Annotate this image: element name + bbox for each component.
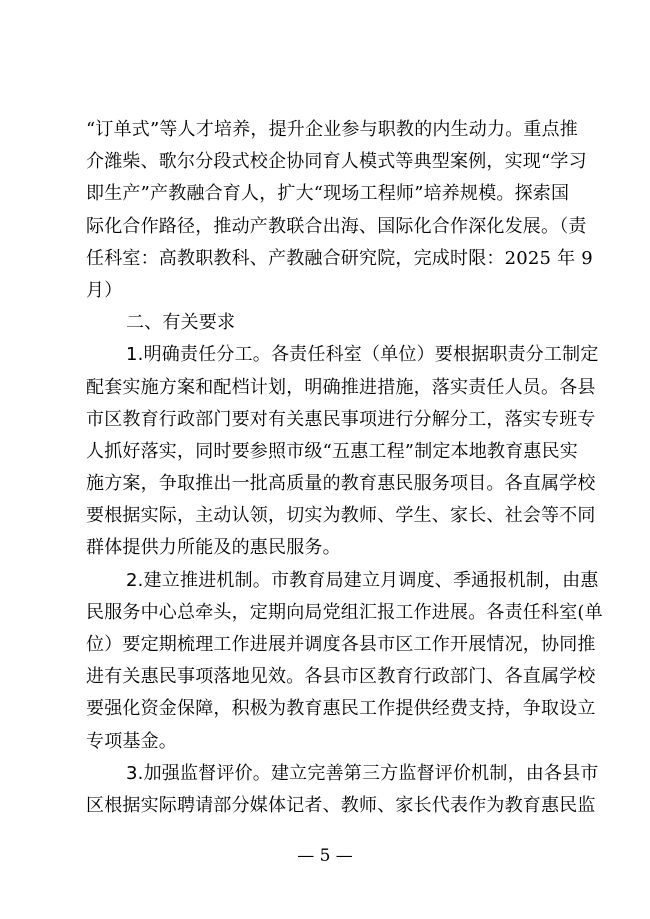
requirement-2-first-line <box>86 565 599 597</box>
paragraph-line: “订单式”等人才培养，提升企业参与职教的内生动力。重点推 <box>86 119 579 140</box>
paragraph-line: 位）要定期梳理工作进展并调度各县市区工作开展情况，协同推 <box>86 634 596 655</box>
paragraph-line: 任科室：高教职教科、产教融合研究院，完成时限：2025 年 9 <box>86 247 593 269</box>
paragraph-line: 各责任科室（单位）要根据职责分工制定 <box>270 344 599 366</box>
requirement-3-first-line <box>86 758 599 790</box>
page-number: — 5 — <box>297 846 353 866</box>
paragraph-line: 进有关惠民事项落地见效。各县市区教育行政部门、各直属学校 <box>86 666 596 688</box>
section-heading: 二、有关要求 <box>126 312 236 334</box>
paragraph-line: 市教育局建立月调度、季通报机制，由惠 <box>270 569 599 591</box>
paragraph-line: 区根据实际聘请部分媒体记者、教师、家长代表作为教育惠民监 <box>86 794 596 816</box>
paragraph-line: 要强化资金保障，积极为教育惠民工作提供经费支持，争取设立 <box>86 698 596 720</box>
paragraph-line: 群体提供力所能及的惠民服务。 <box>86 537 341 559</box>
paragraph-line: 施方案，争取推出一批高质量的教育惠民服务项目。各直属学校 <box>86 473 596 495</box>
paragraph-line: 要根据实际，主动认领，切实为教师、学生、家长、社会等不同 <box>86 505 596 527</box>
paragraph-line: 配套实施方案和配档计划，明确推进措施，落实责任人员。各县 <box>86 376 596 398</box>
paragraph-line: 人抓好落实，同时要参照市级“五惠工程”制定本地教育惠民实 <box>86 440 579 462</box>
requirement-1-first-line <box>86 339 599 371</box>
requirement-3-lead: 3.加强监督评价。 <box>126 762 271 784</box>
paragraph-line: 专项基金。 <box>86 730 177 752</box>
paragraph-line: 月） <box>86 279 123 301</box>
paragraph-line: 建立完善第三方监督评价机制，由各县市 <box>270 762 599 784</box>
paragraph-line: 介潍柴、歌尔分段式校企协同育人模式等典型案例，实现“学习 <box>86 151 587 173</box>
paragraph-line: 际化合作路径，推动产教联合出海、国际化合作深化发展。（责 <box>86 215 587 237</box>
paragraph-line: 市区教育行政部门要对有关惠民事项进行分解分工，落实专班专 <box>86 408 596 430</box>
requirement-1-lead: 1.明确责任分工。 <box>126 344 271 366</box>
body-text <box>86 114 603 822</box>
paragraph-line: 民服务中心总牵头，定期向局党组汇报工作进展。各责任科室(单 <box>86 601 603 623</box>
requirement-2-lead: 2.建立推进机制。 <box>126 569 271 591</box>
paragraph-line: 即生产”产教融合育人，扩大“现场工程师”培养规模。探索国 <box>86 183 570 205</box>
